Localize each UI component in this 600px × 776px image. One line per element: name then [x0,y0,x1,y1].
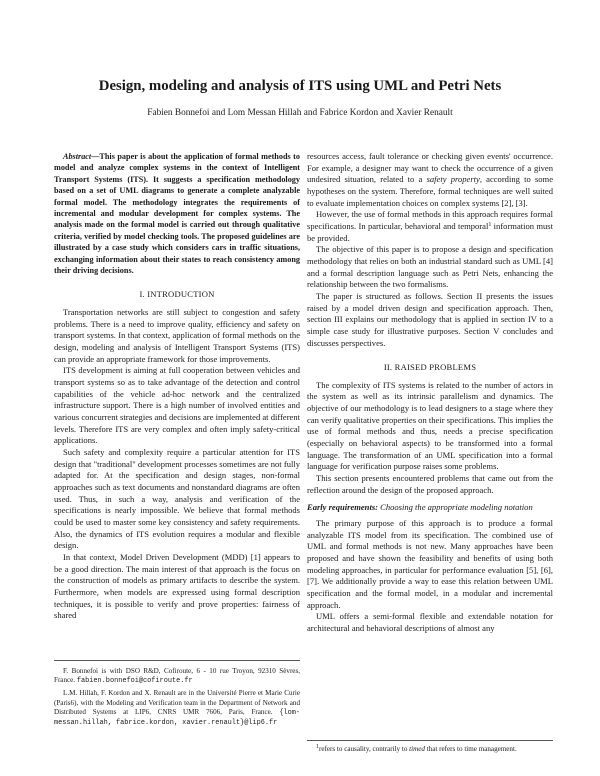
section-heading-introduction: I. INTRODUCTION [139,289,215,300]
early-paragraph-1: The primary purpose of this approach is to produce a formal analyzable ITS model from its specification. The combined use of UML and formal methods is not new. Many approaches have been proposed and have shown the feasibility and benefits of using both modeling approaches, in particular for performance evaluation [5], [6], [7]. We additionally provide a way to ease this relation between UML specification and the formal model, in a modular and incremental approach. [307,517,553,610]
right-p2-part-a: However, the use of formal methods in this approach requires formal specifications. In particular, behavioral and temporal [307,209,553,231]
temporal-footnote-emphasis: timed [409,745,425,753]
early-paragraph-2: UML offers a semi-formal flexible and extendable notation for architectural and behavioral descriptions of almost any [307,611,553,633]
left-column [54,151,300,622]
footnote-marker: 1 [488,221,492,228]
right-paragraph-1 [307,151,553,209]
temporal-footnote [307,740,553,754]
abstract-label: Abstract [63,152,92,161]
intro-paragraph-2: ITS development is aiming at full cooperation between vehicles and transport systems so as to take advantage of the detection and control capabilities of the vehicle ad-hoc network and the centralized infrastructure support. There is a high number of involved entities and various concurrent strategies and decisions are implemented at different levels. Therefore ITS are very complex and often imply safety-critical applications. [54,365,300,446]
right-p1-part-a: resources access, fault tolerance or checking given events' occurrence. For example, a designer may want to check the occurrence of a given undesired situation, related to a [307,151,553,185]
right-paragraph-3: The objective of this paper is to propose a design and specification methodology that relies on both an industrial standard such as UML [4] and a formal description language such as Petri Nets, enhancing the relationship between the two formalisms. [307,244,553,290]
affiliation-footnotes [54,660,300,731]
subsection-title: Choosing the appropriate modeling notation [378,502,533,513]
abstract-text: —This paper is about the application of formal methods to model and analyze complex systems in the context of Intelligent Transport Systems (ITS). It suggests a specification methodology based on a set of UML diagrams to generate a complete analyzable formal model. The methodology integrates the requirements of incremental and modular development for complex systems. The analysis made on the formal model is carried out through qualitative criteria, verified by model checking tools. The proposed guidelines are illustrated by a case study which considers cars in traffic situations, exchanging information about their states to reach consistency among their driving decisions. [54,152,300,276]
footnote-bonnefoi-email: fabien.bonnefoi@cofiroute.fr [76,677,193,686]
footnote-lip6-email: {lom-messan.hillah, fabrice.kordon, xavier.renault}@lip6.fr [54,708,300,728]
subsection-early-requirements [307,502,553,514]
abstract [54,151,300,276]
temporal-footnote-text [307,745,553,754]
right-p2-part-b: information must be provided. [307,220,553,243]
section-heading-raised-problems: II. RAISED PROBLEMS [383,362,477,373]
paper-title: Design, modeling and analysis of ITS using UML and Petri Nets [98,78,502,94]
right-paragraph-4: The paper is structured as follows. Section II presents the issues raised by a model driven design and specification approach. Then, section III explains our methodology that is applied in section IV to a simple case study for illustrative purposes. Section V concludes and discusses perspectives. [307,290,553,348]
temporal-footnote-pre: refers to causality, contrarily to [319,745,408,753]
right-paragraph-2 [307,209,553,244]
footnote-lip6 [54,689,300,728]
raised-paragraph-2: This section presents encountered problems that came out from the reflection around the design of the proposed approach. [307,473,553,495]
right-column [307,151,553,635]
raised-paragraph-1: The complexity of ITS systems is related to the number of actors in the system as well as its intrinsic parallelism and dynamics. The objective of our methodology is to lead designers to a stage where they can verify qualitative properties on their specifications. This implies the use of formal methods and thus, needs a precise specification (especially on behavioral aspects) to be transformed into a formal language. The transformation of an UML specification into a formal language for verification purpose raises some problems. [307,379,553,472]
footnote-bonnefoi [54,667,300,686]
footnote-bonnefoi-text: F. Bonnefoi is with DSO R&D, Cofiroute, 6 - 10 rue Troyon, 92310 Sèvres, France. [54,667,300,685]
right-p1-part-b: , according to some hypotheses on the system. Therefore, formal techniques are well suited to evaluate implementation choices on complex systems [2], [3]. [307,174,553,208]
right-p1-emphasis: safety property [426,174,480,185]
footnote-lip6-text: L.M. Hillah, F. Kordon and X. Renault are in the Université Pierre et Marie Curie (Paris6), with the Modeling and Verification team in the Department of Network and Distributed Systems at LIP6, CNRS UMR 7606, Paris, France. [54,689,300,716]
intro-paragraph-4: In that context, Model Driven Development (MDD) [1] appears to be a good direction. The main interest of that approach is the focus on the construction of models as primary artifacts to describe the system. Furthermore, when models are expressed using formal description techniques, it is possible to verify and prove properties: fairness of shared [54,551,300,621]
temporal-footnote-post: that refers to time management. [426,745,517,753]
temporal-footnote-marker: 1 [316,744,319,750]
paper-authors: Fabien Bonnefoi and Lom Messan Hillah and Fabrice Kordon and Xavier Renault [147,108,453,118]
subsection-label: Early requirements: [307,502,378,513]
intro-paragraph-1: Transportation networks are still subject to congestion and safety problems. There is a need to improve quality, efficiency and safety on transport systems. In that context, application of formal methods on the design, modeling and analysis of Intelligent Transport Systems (ITS) can provide an appropriate framework for those improvements. [54,307,300,364]
intro-paragraph-3: Such safety and complexity require a particular attention for ITS design that "traditional" development processes sometimes are not fully adapted for. At the specification and design stages, non-formal approaches such as text documents and nonstandard diagrams are often used. Thus, in such a way, analysis and verification of the specifications is nearly impossible. We believe that formal methods could be used to master some key consistency and safety requirements. Also, the dynamics of ITS evolution requires a modular and flexible design. [54,447,300,551]
